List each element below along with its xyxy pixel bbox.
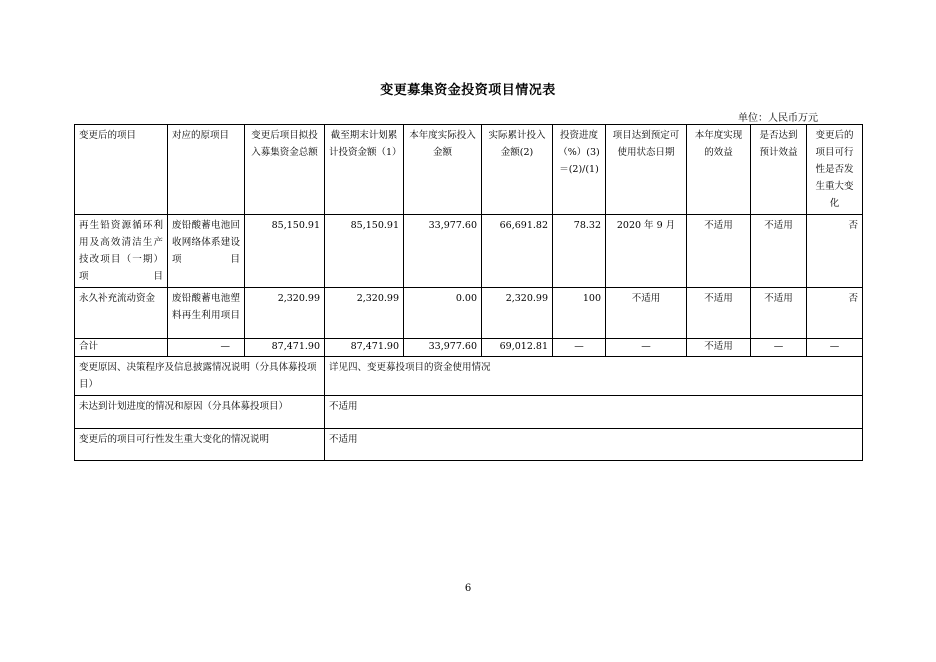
total-cell: —	[807, 339, 863, 357]
total-cell: 69,012.81	[482, 339, 553, 357]
page-title: 变更募集资金投资项目情况表	[380, 83, 556, 98]
note-row	[75, 357, 863, 396]
note-value: 不适用	[325, 396, 863, 429]
row-cell: 85,150.91	[325, 215, 404, 288]
note-value: 详见四、变更募投项目的资金使用情况	[325, 357, 863, 396]
note-label: 未达到计划进度的情况和原因（分具体募投项目）	[75, 396, 325, 429]
header-cell: 截至期末计划累计投资金额（1）	[325, 125, 404, 215]
row-cell-project: 再生铅资源循环利用及高效清洁生产技改项目（一期）项目	[75, 215, 168, 288]
row-cell: 66,691.82	[482, 215, 553, 288]
row-cell: 0.00	[404, 288, 482, 339]
header-cell: 变更后项目拟投入募集资金总额	[245, 125, 325, 215]
table-row	[75, 288, 863, 339]
row-cell: 2,320.99	[245, 288, 325, 339]
row-cell: 不适用	[687, 288, 751, 339]
row-cell: 不适用	[606, 288, 687, 339]
header-cell: 本年度实现的效益	[687, 125, 751, 215]
header-cell: 本年度实际投入金额	[404, 125, 482, 215]
total-cell: 87,471.90	[325, 339, 404, 357]
row-cell: 85,150.91	[245, 215, 325, 288]
row-cell: 100	[553, 288, 606, 339]
total-cell: —	[751, 339, 807, 357]
header-cell: 是否达到预计效益	[751, 125, 807, 215]
row-cell-original: 废铅酸蓄电池回收网络体系建设项目	[168, 215, 245, 288]
header-row	[75, 125, 863, 215]
row-cell: 否	[807, 215, 863, 288]
total-cell: 87,471.90	[245, 339, 325, 357]
header-cell: 变更后的项目	[75, 125, 168, 215]
total-cell: 33,977.60	[404, 339, 482, 357]
note-row	[75, 396, 863, 429]
row-cell: 2,320.99	[325, 288, 404, 339]
row-cell: 不适用	[751, 215, 807, 288]
total-label: 合计	[75, 339, 168, 357]
investment-table	[74, 124, 863, 461]
note-label: 变更后的项目可行性发生重大变化的情况说明	[75, 429, 325, 461]
total-row	[75, 339, 863, 357]
total-cell: —	[606, 339, 687, 357]
total-cell: —	[553, 339, 606, 357]
row-cell-project: 永久补充流动资金	[75, 288, 168, 339]
header-cell: 对应的原项目	[168, 125, 245, 215]
note-label: 变更原因、决策程序及信息披露情况说明（分具体募投项目）	[75, 357, 325, 396]
row-cell: 33,977.60	[404, 215, 482, 288]
unit-label: 单位：人民币万元	[738, 113, 818, 124]
table-row	[75, 215, 863, 288]
row-cell: 否	[807, 288, 863, 339]
row-cell: 78.32	[553, 215, 606, 288]
header-cell: 项目达到预定可使用状态日期	[606, 125, 687, 215]
header-cell: 实际累计投入金额(2)	[482, 125, 553, 215]
row-cell: 不适用	[751, 288, 807, 339]
header-cell: 投资进度（%）(3)＝(2)/(1)	[553, 125, 606, 215]
header-cell: 变更后的项目可行性是否发生重大变化	[807, 125, 863, 215]
row-cell: 2,320.99	[482, 288, 553, 339]
total-cell: —	[168, 339, 245, 357]
row-cell: 不适用	[687, 215, 751, 288]
note-value: 不适用	[325, 429, 863, 461]
total-cell: 不适用	[687, 339, 751, 357]
note-row	[75, 429, 863, 461]
row-cell-original: 废铅酸蓄电池塑料再生利用项目	[168, 288, 245, 339]
page-number: 6	[464, 583, 472, 594]
row-cell: 2020 年 9 月	[606, 215, 687, 288]
